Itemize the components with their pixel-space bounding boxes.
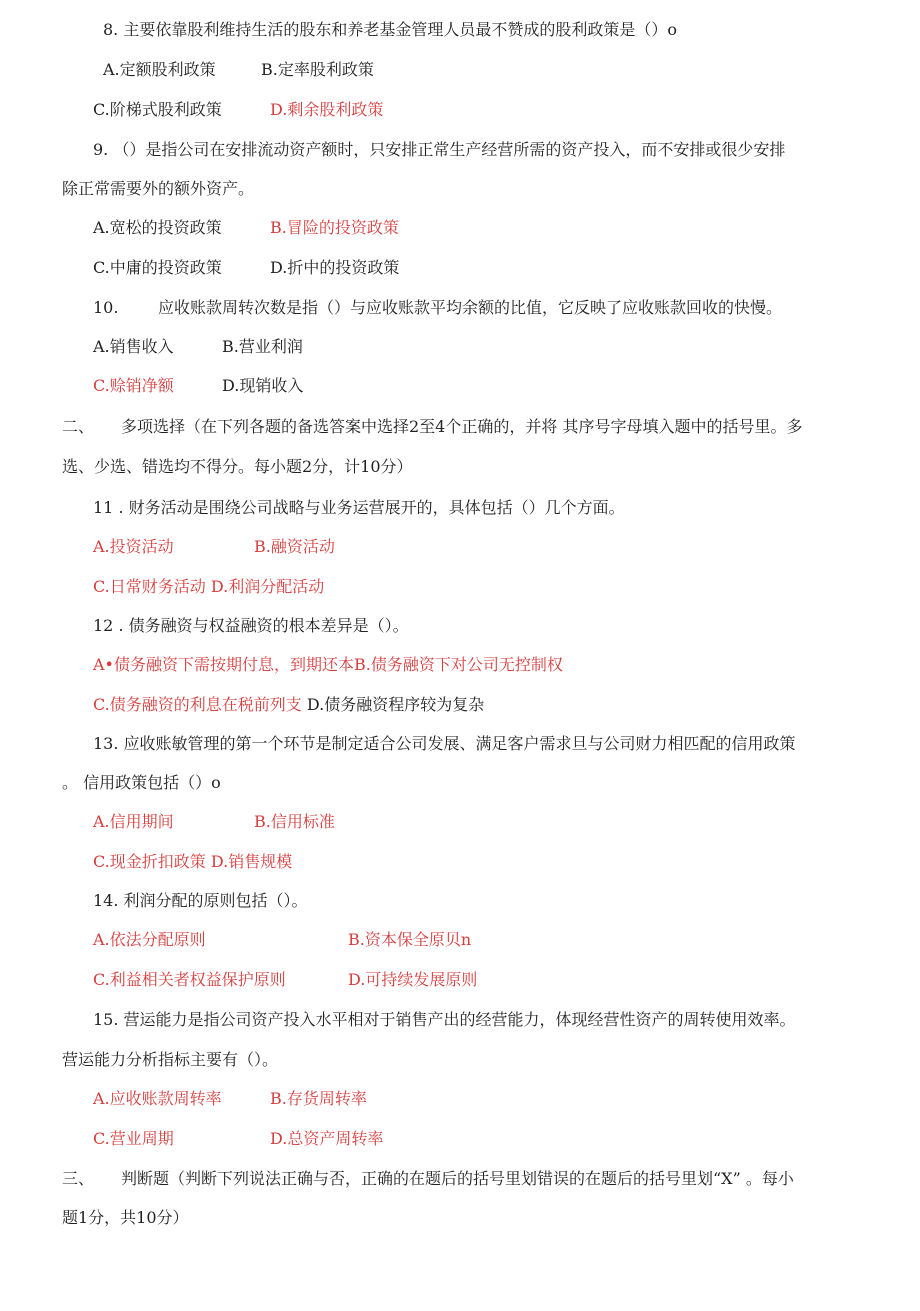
question-13-stem: 13. 应收账敏管理的第一个环节是制定适合公司发展、满足客户需求旦与公司财力相匹配的信用政策 xyxy=(93,734,796,753)
question-8-option-b: B.定率股利政策 xyxy=(261,60,374,79)
question-9-option-a: A.宽松的投资政策 xyxy=(93,218,222,237)
question-13-option-a-answer: A.信用期间 xyxy=(93,812,174,831)
question-11-option-a-answer: A.投资活动 xyxy=(93,537,174,556)
question-12-option-cd xyxy=(93,694,484,716)
section-3-number: 三、 xyxy=(62,1169,95,1188)
question-11-stem: 11 . 财务活动是围绕公司战略与业务运营展开的，具体包括（）几个方面。 xyxy=(93,498,625,517)
section-2-heading: 多项选择（在下列各题的备选答案中选择2至4个正确的，并将 其序号字母填入题中的括号里。多 xyxy=(121,417,803,436)
question-10-option-c-answer: C.赊销净额 xyxy=(93,376,174,395)
question-10-number: 10. xyxy=(93,298,119,317)
question-12-option-c-answer: C.债务融资的利息在税前列支 xyxy=(93,695,302,714)
question-14-option-b-answer: B.资本保全原贝n xyxy=(348,930,472,949)
question-13-stem-continued: 。 信用政策包括（）o xyxy=(62,773,221,792)
question-14-stem: 14. 利润分配的原则包括（）。 xyxy=(93,891,308,910)
question-15-stem-continued: 营运能力分析指标主要有（）。 xyxy=(62,1050,279,1069)
question-15-option-a-answer: A.应收账款周转率 xyxy=(93,1089,222,1108)
question-14-option-a-answer: A.依法分配原则 xyxy=(93,930,206,949)
question-12-option-ab-answer: A•债务融资下需按期付息，到期还本B.债务融资下对公司无控制权 xyxy=(93,655,563,674)
question-8-option-c: C.阶梯式股利政策 xyxy=(93,100,222,119)
question-10-option-a: A.销售收入 xyxy=(93,337,174,356)
question-8-option-d-answer: D.剩余股利政策 xyxy=(270,100,384,119)
question-10-option-d: D.现销收入 xyxy=(222,376,304,395)
question-9-option-c: C.中庸的投资政策 xyxy=(93,258,222,277)
question-15-option-d-answer: D.总资产周转率 xyxy=(270,1129,384,1148)
question-8-option-a: A.定额股利政策 xyxy=(103,60,216,79)
section-2-heading-continued: 选、少选、错选均不得分。每小题2分，计10分） xyxy=(62,457,413,476)
question-9-option-b-answer: B.冒险的投资政策 xyxy=(270,218,399,237)
section-2-number: 二、 xyxy=(62,417,95,436)
question-10-option-b: B.营业利润 xyxy=(222,337,303,356)
question-9-stem: 9. （）是指公司在安排流动资产额时，只安排正常生产经营所需的资产投入，而不安排或很少安排 xyxy=(93,140,786,159)
question-12-option-d: D.债务融资程序较为复杂 xyxy=(301,695,485,714)
question-13-option-b-answer: B.信用标准 xyxy=(254,812,335,831)
section-3-heading: 判断题（判断下列说法正确与否，正确的在题后的括号里划错误的在题后的括号里划“X” 。每小 xyxy=(121,1169,794,1188)
question-11-option-b-answer: B.融资活动 xyxy=(254,537,335,556)
question-14-option-c-answer: C.利益相关者权益保护原则 xyxy=(93,970,286,989)
question-15-stem: 15. 营运能力是指公司资产投入水平相对于销售产出的经营能力，体现经营性资产的周转使用效率。 xyxy=(93,1010,796,1029)
question-9-stem-continued: 除正常需要外的额外资产。 xyxy=(62,179,255,198)
question-9-option-d: D.折中的投资政策 xyxy=(270,258,400,277)
question-15-option-b-answer: B.存货周转率 xyxy=(270,1089,367,1108)
question-8-stem: 8. 主要依靠股利维持生活的股东和养老基金管理人员最不赞成的股利政策是（）o xyxy=(103,20,677,39)
question-12-stem: 12 . 债务融资与权益融资的根本差异是（）。 xyxy=(93,616,409,635)
question-13-option-cd-answer: C.现金折扣政策 D.销售规模 xyxy=(93,852,293,871)
question-11-option-cd-answer: C.日常财务活动 D.利润分配活动 xyxy=(93,577,325,596)
section-3-heading-continued: 题1分，共10分） xyxy=(62,1208,189,1227)
question-15-option-c-answer: C.营业周期 xyxy=(93,1129,174,1148)
question-14-option-d-answer: D.可持续发展原则 xyxy=(348,970,478,989)
question-10-stem: 应收账款周转次数是指（）与应收账款平均余额的比值，它反映了应收账款回收的快慢。 xyxy=(158,298,783,317)
